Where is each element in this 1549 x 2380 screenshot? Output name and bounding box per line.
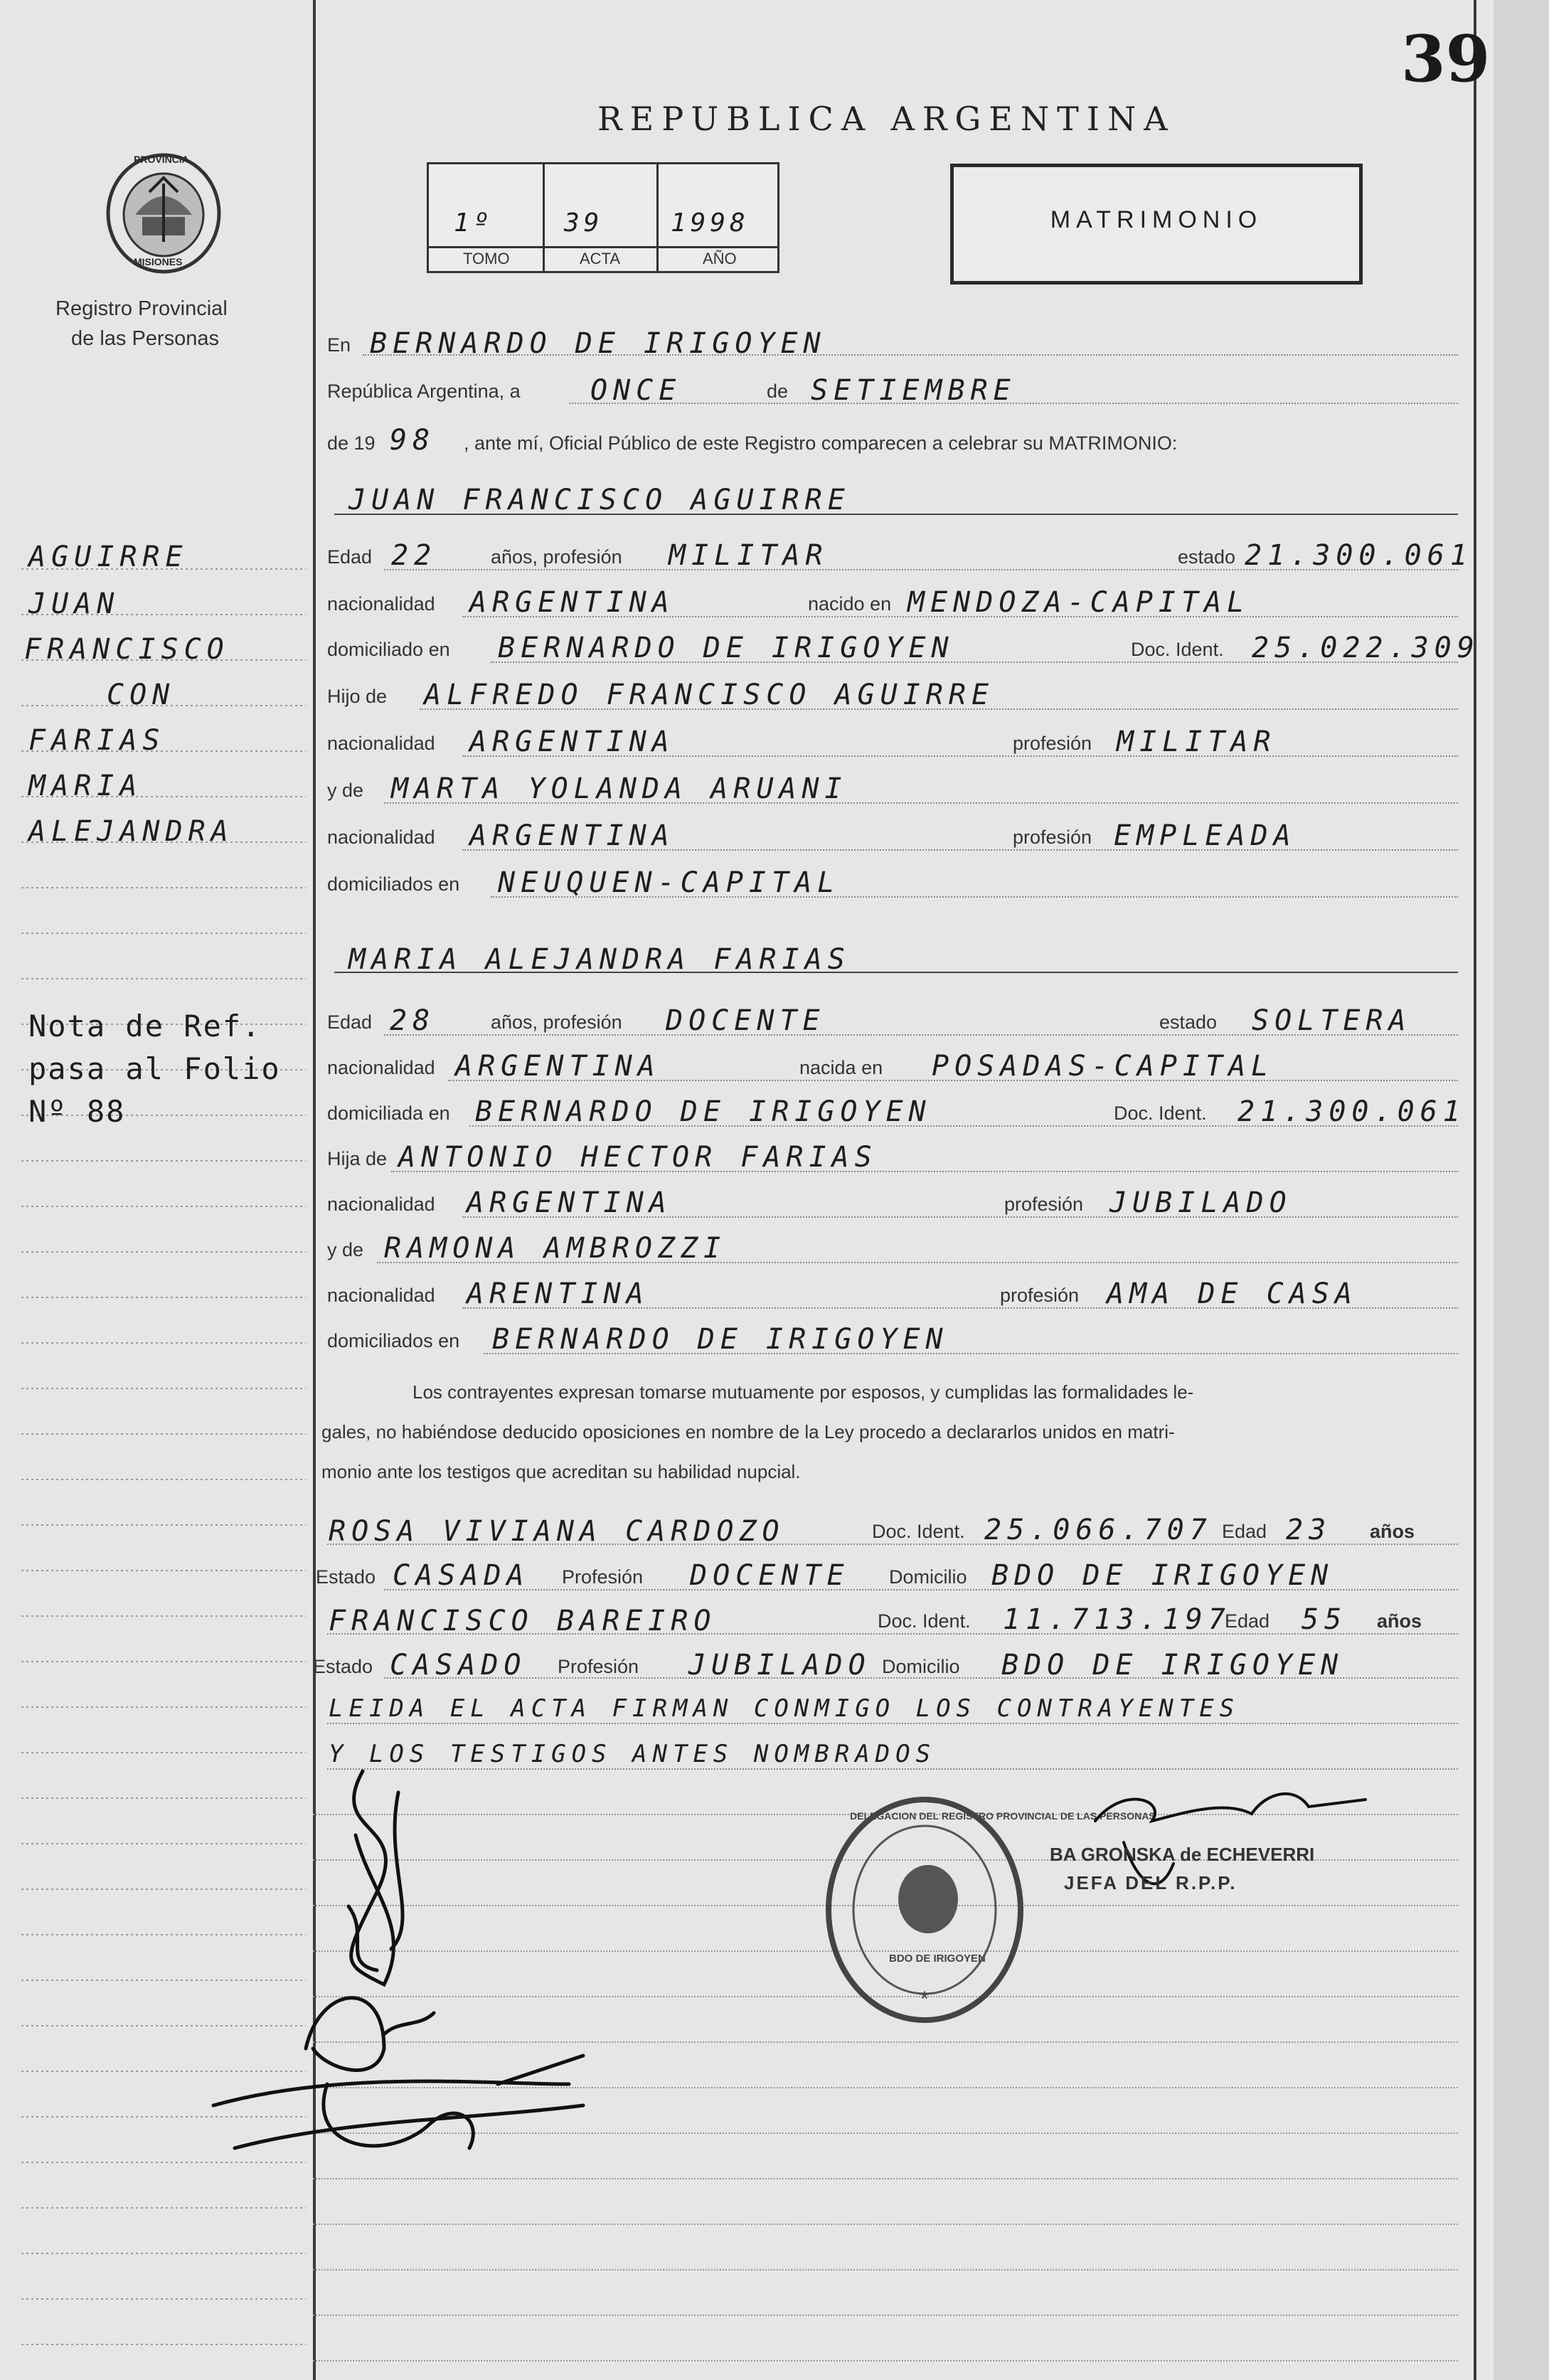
ano-value: 1998 — [671, 208, 750, 238]
margin-con: CON — [107, 679, 176, 711]
margin-name-2: FRANCISCO — [24, 633, 230, 666]
margin-nota-2: pasa al Folio — [28, 1051, 281, 1086]
rep-label: República Argentina, a — [327, 381, 521, 402]
margin-nota-3: Nº 88 — [28, 1094, 126, 1129]
officer-stamp-line1: BA GRONSKA de ECHEVERRI — [1050, 1844, 1315, 1865]
round-stamp-text: DELEGACION DEL REGISTRO PROVINCIAL DE LAS PERSONAS — [850, 1810, 1156, 1822]
bride-mother-prof-label: profesión — [1000, 1285, 1080, 1306]
bride-yde-label: y de — [327, 1239, 364, 1260]
witness2-edad-label: Edad — [1225, 1610, 1270, 1632]
groom-father-profession: MILITAR — [1117, 726, 1277, 758]
month: SETIEMBRE — [811, 374, 1016, 407]
declaration-line1: Los contrayentes expresan tomarse mutuamente por esposos, y cumplidas las formalidades le- — [412, 1381, 1194, 1403]
bride-father-prof-label: profesión — [1004, 1194, 1084, 1215]
bride-dom-label: domiciliada en — [327, 1103, 450, 1124]
bride-mother-nationality: ARENTINA — [467, 1277, 649, 1310]
groom-domicile: BERNARDO DE IRIGOYEN — [498, 632, 954, 664]
bride-hija-label: Hija de — [327, 1148, 388, 1169]
reference-box — [427, 162, 779, 273]
bride-nac-label: nacionalidad — [327, 1057, 435, 1078]
act-type-label: MATRIMONIO — [1050, 206, 1263, 233]
bride-profession: DOCENTE — [666, 1004, 826, 1037]
bride-doc-label: Doc. Ident. — [1114, 1103, 1207, 1124]
place: BERNARDO DE IRIGOYEN — [370, 327, 826, 360]
registry-line1: Registro Provincial — [55, 297, 228, 320]
groom-nac-label: nacionalidad — [327, 593, 435, 615]
witness1-dom-label: Domicilio — [889, 1566, 967, 1588]
intro-text: , ante mí, Oficial Público de este Registro comparecen a celebrar su MATRIMONIO: — [464, 432, 1178, 454]
witness2-estado-label: Estado — [313, 1656, 373, 1677]
witness2-doc: 11.713.197 — [1003, 1603, 1231, 1636]
witness2-dom-label: Domicilio — [882, 1656, 960, 1677]
groom-mother-nationality: ARGENTINA — [469, 819, 675, 852]
acta-label: ACTA — [580, 250, 621, 267]
witness2-prof-label: Profesión — [558, 1656, 639, 1677]
witness2-domicile: BDO DE IRIGOYEN — [1001, 1649, 1344, 1682]
official-round-stamp — [818, 1792, 1031, 2031]
svg-text:*: * — [920, 1987, 929, 2011]
groom-doms-label: domiciliados en — [327, 873, 460, 895]
witness1-doc: 25.066.707 — [984, 1514, 1213, 1546]
margin-name-1: JUAN — [28, 588, 120, 620]
bride-father-nac-label: nacionalidad — [327, 1194, 435, 1215]
margin-name-3: MARIA — [28, 770, 143, 802]
groom-estado: 21.300.061 — [1245, 539, 1473, 572]
en-label: En — [327, 334, 351, 356]
closing-line1: LEIDA EL ACTA FIRMAN CONMIGO LOS CONTRAYENTES — [329, 1694, 1240, 1723]
bride-domicile: BERNARDO DE IRIGOYEN — [475, 1095, 932, 1128]
witness1-prof-label: Profesión — [562, 1566, 644, 1588]
witness1-anos-label: años — [1370, 1521, 1415, 1542]
country-title: REPUBLICA ARGENTINA — [597, 100, 1176, 138]
right-rule — [1474, 0, 1476, 2380]
witness2-age: 55 — [1302, 1603, 1348, 1636]
bride-doms-label: domiciliados en — [327, 1330, 460, 1351]
groom-name: JUAN FRANCISCO AGUIRRE — [348, 484, 851, 516]
tomo-label: TOMO — [463, 250, 510, 267]
groom-father-prof-label: profesión — [1013, 733, 1092, 754]
groom-edad-label: Edad — [327, 546, 373, 568]
groom-birthplace: MENDOZA-CAPITAL — [907, 586, 1250, 619]
bride-estado-label: estado — [1159, 1011, 1218, 1033]
groom-nationality: ARGENTINA — [469, 586, 675, 619]
groom-dom-label: domiciliado en — [327, 639, 450, 660]
groom-doc: 25.022.309 — [1252, 632, 1480, 664]
groom-mother-nac-label: nacionalidad — [327, 827, 435, 848]
bride-birthplace: POSADAS-CAPITAL — [932, 1050, 1274, 1083]
round-stamp-inner: BDO DE IRIGOYEN — [889, 1953, 986, 1965]
bride-nationality: ARGENTINA — [455, 1050, 661, 1083]
bride-father-nationality: ARGENTINA — [467, 1186, 672, 1219]
folio-number: 39 — [1401, 21, 1491, 97]
seal-bottom-text: MISIONES — [134, 256, 183, 267]
groom-mother-prof-label: profesión — [1013, 827, 1092, 848]
groom-father-nac-label: nacionalidad — [327, 733, 435, 754]
witness1-name: ROSA VIVIANA CARDOZO — [329, 1515, 785, 1548]
bride-father-profession: JUBILADO — [1109, 1186, 1292, 1219]
groom-prof-label: años, profesión — [491, 546, 622, 568]
groom-profession: MILITAR — [669, 539, 829, 572]
groom-mother: MARTA YOLANDA ARUANI — [391, 772, 848, 805]
witness1-doc-label: Doc. Ident. — [872, 1521, 965, 1542]
bride-prof-label: años, profesión — [491, 1011, 622, 1033]
registry-line2: de las Personas — [71, 327, 219, 350]
witness2-name: FRANCISCO BAREIRO — [329, 1605, 717, 1637]
bride-nacida-label: nacida en — [799, 1057, 883, 1078]
bride-doc: 21.300.061 — [1237, 1095, 1466, 1128]
margin-surname-2: FARIAS — [28, 724, 166, 757]
bride-father: ANTONIO HECTOR FARIAS — [398, 1141, 878, 1174]
groom-yde-label: y de — [327, 780, 364, 801]
year-prefix: de 19 — [327, 432, 376, 454]
groom-nacido-label: nacido en — [808, 593, 892, 615]
bride-mother-profession: AMA DE CASA — [1107, 1277, 1358, 1310]
day: ONCE — [590, 374, 682, 407]
bride-estado: SOLTERA — [1252, 1004, 1412, 1037]
closing-line2: Y LOS TESTIGOS ANTES NOMBRADOS — [329, 1740, 937, 1768]
handwritten-signatures — [199, 1750, 697, 2209]
margin-name-4: ALEJANDRA — [28, 815, 234, 848]
witness2-estado: CASADO — [390, 1649, 527, 1682]
witness1-age: 23 — [1286, 1514, 1332, 1546]
witness1-domicile: BDO DE IRIGOYEN — [991, 1559, 1334, 1592]
witness1-profession: DOCENTE — [690, 1559, 850, 1592]
witness1-estado-label: Estado — [316, 1566, 376, 1588]
witness2-anos-label: años — [1377, 1610, 1422, 1632]
witness2-doc-label: Doc. Ident. — [878, 1610, 971, 1632]
tomo-value: 1º — [454, 208, 494, 238]
officer-stamp-line2: JEFA DEL R.P.P. — [1064, 1872, 1237, 1893]
bride-age: 28 — [390, 1004, 436, 1037]
declaration-line3: monio ante los testigos que acreditan su habilidad nupcial. — [321, 1461, 801, 1482]
groom-doc-label: Doc. Ident. — [1131, 639, 1224, 660]
bride-mother: RAMONA AMBROZZI — [384, 1232, 727, 1265]
groom-mother-profession: EMPLEADA — [1114, 819, 1297, 852]
witness1-edad-label: Edad — [1222, 1521, 1267, 1542]
acta-value: 39 — [564, 208, 604, 238]
de-label: de — [767, 381, 789, 402]
ano-label: AÑO — [703, 250, 737, 267]
year: 98 — [390, 424, 436, 457]
margin-surname-1: AGUIRRE — [28, 541, 188, 573]
witness1-estado: CASADA — [393, 1559, 530, 1592]
groom-father: ALFREDO FRANCISCO AGUIRRE — [424, 679, 995, 711]
bride-edad-label: Edad — [327, 1011, 373, 1033]
witness2-profession: JUBILADO — [688, 1649, 871, 1682]
bride-parents-domicile: BERNARDO DE IRIGOYEN — [492, 1323, 949, 1356]
bride-mother-nac-label: nacionalidad — [327, 1285, 435, 1306]
groom-age: 22 — [391, 539, 437, 572]
declaration-line2: gales, no habiéndose deducido oposiciones en nombre de la Ley procedo a declararlos unidos en matri- — [321, 1421, 1175, 1443]
groom-father-nationality: ARGENTINA — [469, 726, 675, 758]
groom-parents-domicile: NEUQUEN-CAPITAL — [498, 866, 841, 899]
seal-top-text: PROVINCIA — [134, 154, 189, 165]
margin-nota-1: Nota de Ref. — [28, 1009, 262, 1043]
groom-hijo-label: Hijo de — [327, 686, 388, 707]
groom-estado-label: estado — [1178, 546, 1236, 568]
act-type-box — [950, 164, 1363, 285]
bride-name: MARIA ALEJANDRA FARIAS — [348, 943, 851, 976]
